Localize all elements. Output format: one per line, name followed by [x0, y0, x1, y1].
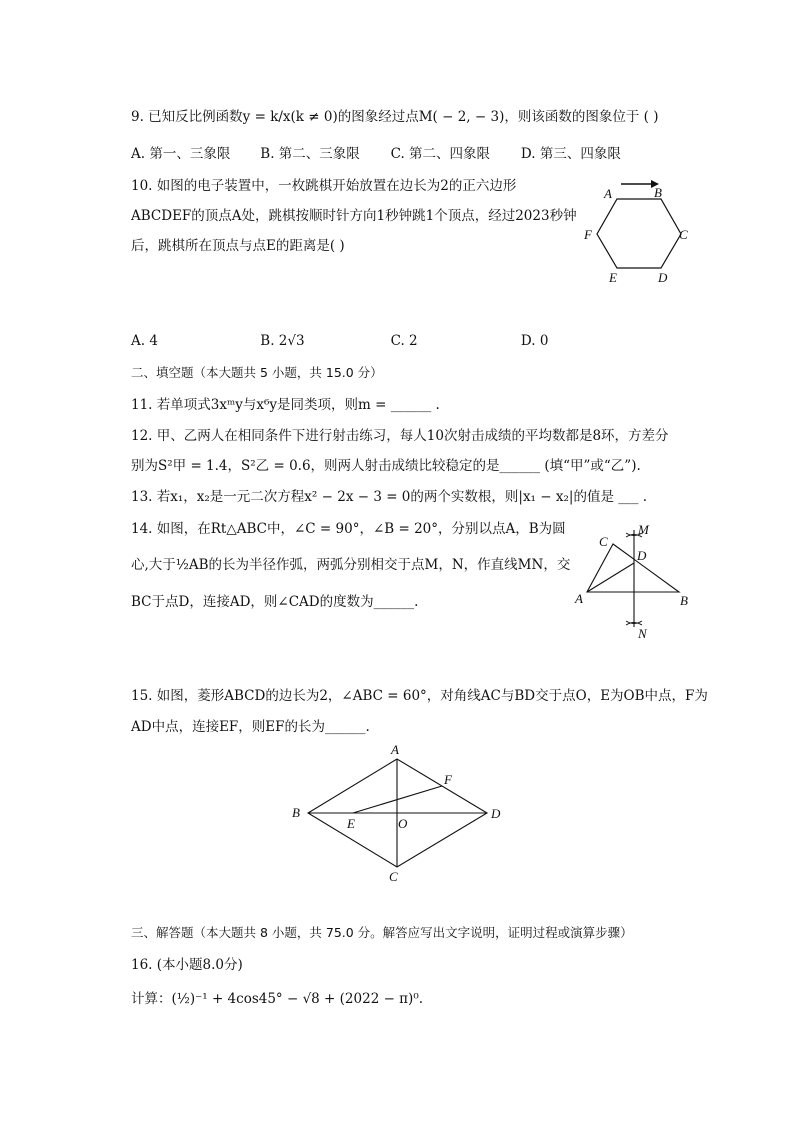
q14-line1: 14. 如图，在Rt△ABC中，∠C = 90°，∠B = 20°，分别以点A，B为圆 — [131, 521, 566, 537]
tri-label-d: D — [637, 548, 647, 563]
q12-line1: 12. 甲、乙两人在相同条件下进行射击练习，每人10次射击成绩的平均数都是8环，方差分 — [131, 428, 669, 444]
q12-line2: 别为S²甲 = 1.4，S²乙 = 0.6，则两人射击成绩比较稳定的是______ (填“甲”或“乙”). — [131, 458, 641, 474]
rh-label-d: D — [491, 806, 501, 821]
q10-line2: ABCDEF的顶点A处，跳棋按顺时针方向1秒钟跳1个顶点，经过2023秒钟 — [131, 208, 577, 224]
q10-option-a: A. 4 — [131, 333, 158, 349]
q9-option-c: C. 第二、四象限 — [390, 146, 491, 162]
tri-label-c: C — [599, 534, 608, 549]
tri-label-a: A — [575, 591, 583, 606]
rh-label-c: C — [389, 869, 398, 884]
hex-label-c: C — [679, 227, 688, 242]
hex-label-f: F — [584, 227, 592, 242]
triangle-figure — [570, 518, 700, 643]
rh-label-a: A — [391, 742, 399, 757]
rhombus-figure — [288, 740, 508, 885]
q16-calc: 计算：(½)⁻¹ + 4cos45° − √8 + (2022 − π)⁰. — [131, 991, 424, 1007]
tri-label-m: M — [638, 522, 649, 537]
hex-label-d: D — [658, 270, 668, 285]
q9-option-d: D. 第三、四象限 — [520, 146, 621, 162]
q15-line2: AD中点，连接EF，则EF的长为______. — [131, 719, 370, 735]
q9-options — [131, 145, 621, 163]
tri-label-n: N — [638, 626, 647, 641]
q9-stem: 9. 已知反比例函数y = k/x(k ≠ 0)的图象经过点M( − 2, − 3)，则该函数的图象位于 ( ) — [131, 109, 659, 125]
q10-line1: 10. 如图的电子装置中，一枚跳棋开始放置在边长为2的正六边形 — [131, 178, 517, 194]
q10-line3: 后，跳棋所在顶点与点E的距离是( ) — [131, 238, 345, 254]
triangle-abc — [587, 544, 679, 592]
hexagon-shape — [597, 199, 681, 268]
hex-label-e: E — [609, 270, 617, 285]
section2-heading: 二、填空题（本大题共 5 小题，共 15.0 分） — [131, 365, 383, 380]
q9-option-a: A. 第一、三象限 — [131, 146, 231, 162]
q14-line3: BC于点D，连接AD，则∠CAD的度数为______. — [131, 594, 419, 610]
rh-label-o: O — [398, 816, 408, 831]
hexagon-figure — [575, 175, 705, 287]
rh-label-e: E — [347, 816, 355, 831]
hex-label-b: B — [654, 185, 662, 200]
rh-label-b: B — [292, 805, 300, 820]
q16-header: 16. (本小题8.0分) — [131, 957, 243, 973]
q15-line1: 15. 如图，菱形ABCD的边长为2，∠ABC = 60°，对角线AC与BD交于点O，E为OB中点，F为 — [131, 688, 708, 704]
q10-option-d: D. 0 — [520, 333, 549, 349]
hex-label-a: A — [604, 186, 612, 201]
tri-label-b: B — [680, 593, 688, 608]
q10-options — [131, 332, 548, 350]
q14-line2: 心,大于½AB的长为半径作弧，两弧分别相交于点M，N，作直线MN，交 — [131, 557, 571, 573]
q13-text: 13. 若x₁，x₂是一元二次方程x² − 2x − 3 = 0的两个实数根，则|x₁ − x₂|的值是 ___ . — [131, 489, 648, 505]
rh-label-f: F — [444, 772, 452, 787]
q11-text: 11. 若单项式3xᵐy与x⁶y是同类项，则m = ______ . — [131, 397, 440, 413]
q10-option-c: C. 2 — [390, 333, 418, 349]
q9-option-b: B. 第二、三象限 — [260, 146, 360, 162]
section3-heading: 三、解答题（本大题共 8 小题，共 75.0 分。解答应写出文字说明，证明过程或演算步骤） — [131, 925, 633, 940]
segment-ad — [587, 563, 634, 592]
q10-option-b: B. 2√3 — [260, 333, 305, 349]
